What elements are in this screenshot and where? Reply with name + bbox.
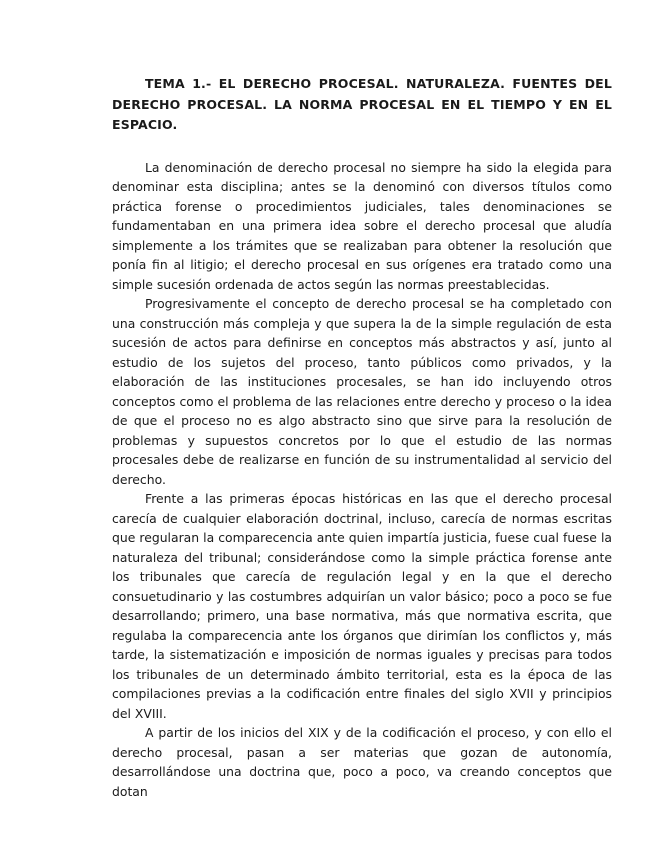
document-page: [112, 74, 612, 801]
document-title: TEMA 1.- EL DERECHO PROCESAL. NATURALEZA. FUENTES DEL DERECHO PROCESAL. LA NORMA PROCESAL EN EL TIEMPO Y EN EL ESPACIO.: [112, 76, 612, 132]
document-body: [112, 158, 612, 802]
paragraph-3: Frente a las primeras épocas históricas en las que el derecho procesal carecía de cualquier elaboración doctrinal, incluso, carecía de normas escritas que regularan la comparecencia ante quien impartía justicia, fuese cual fuese la naturaleza del tribunal; considerándose como la simple práctica forense ante los tribunales que carecía de regulación legal y en la que el derecho consuetudinario y las costumbres adquirían un valor básico; poco a poco se fue desarrollando; primero, una base normativa, más que normativa escrita, que regulaba la comparecencia ante los órganos que dirimían los conflictos y, más tarde, la sistematización e imposición de normas iguales y precisas para todos los tribunales de un determinado ámbito territorial, esta es la época de las compilaciones previas a la codificación entre finales del siglo XVII y principios del XVIII.: [112, 491, 612, 721]
paragraph-1: La denominación de derecho procesal no siempre ha sido la elegida para denominar esta disciplina; antes se la denominó con diversos títulos como práctica forense o procedimientos judiciales, tales denominaciones se fundamentaban en una primera idea sobre el derecho procesal que aludía simplemente a los trámites que se realizaban para obtener la resolución que ponía fin al litigio; el derecho procesal en sus orígenes era tratado como una simple sucesión ordenada de actos según las normas preestablecidas.: [112, 159, 612, 292]
paragraph-4: A partir de los inicios del XIX y de la codificación el proceso, y con ello el derecho procesal, pasan a ser materias que gozan de autonomía, desarrollándose una doctrina que, poco a poco, va creando conceptos que dotan: [112, 725, 612, 799]
paragraph-2: Progresivamente el concepto de derecho procesal se ha completado con una construcción más compleja y que supera la de la simple regulación de esta sucesión de actos para definirse en conceptos más abstractos y así, junto al estudio de los sujetos del proceso, tanto públicos como privados, y la elaboración de las instituciones procesales, se han ido incluyendo otros conceptos como el problema de las relaciones entre derecho y proceso o la idea de que el proceso no es algo abstracto sino que sirve para la resolución de problemas y supuestos concretos por lo que el estudio de las normas procesales debe de realizarse en función de su instrumentalidad al servicio del derecho.: [112, 296, 612, 487]
